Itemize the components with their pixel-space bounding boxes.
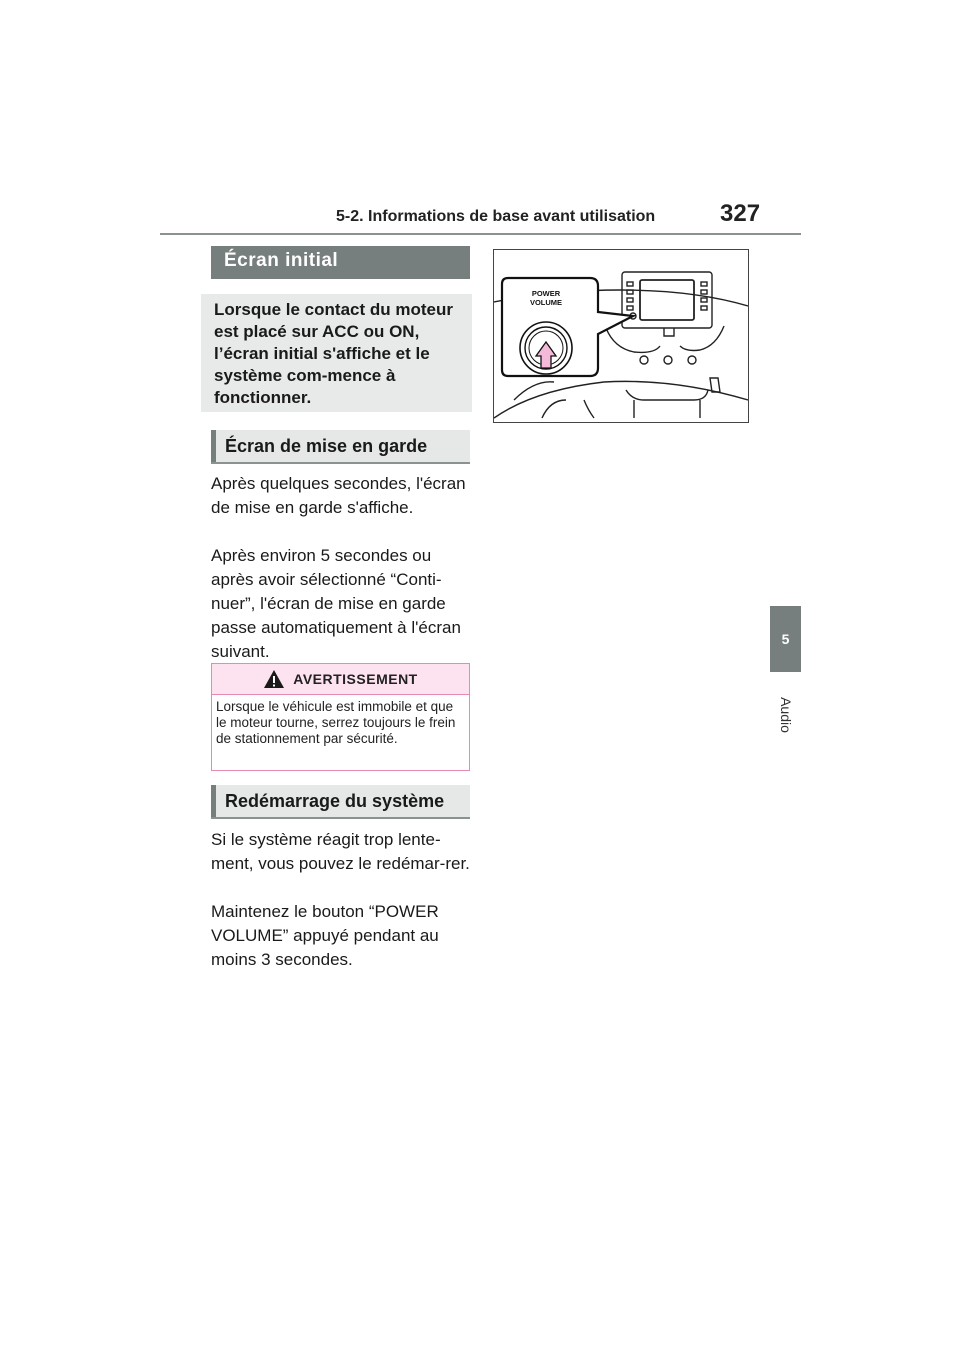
paragraph: Maintenez le bouton “POWER VOLUME” appuyé pendant au moins 3 secondes. xyxy=(211,902,439,969)
subsection-heading-warning-screen: Écran de mise en garde xyxy=(211,430,470,464)
chapter-label xyxy=(766,690,806,740)
header-rule xyxy=(160,233,801,235)
subsection-heading-restart: Redémarrage du système xyxy=(211,785,470,819)
callout-power-label: POWER xyxy=(531,289,561,298)
dashboard-drawing xyxy=(494,250,748,422)
intro-text: Lorsque le contact du moteur est placé sur ACC ou ON, l’écran initial s'affiche et le système com-mence à fonctionner. xyxy=(214,300,453,407)
intro-box xyxy=(201,294,472,412)
running-header-title: 5-2. Informations de base avant utilisation xyxy=(336,208,656,225)
warning-box xyxy=(211,663,470,771)
chapter-label-text: Audio xyxy=(778,697,794,733)
chapter-tab-number: 5 xyxy=(781,631,790,647)
section-title: Écran initial xyxy=(211,246,470,279)
page-number: 327 xyxy=(720,200,761,227)
warning-text: Lorsque le véhicule est immobile et que le moteur tourne, serrez toujours le frein de stationnement par sécurité. xyxy=(216,699,456,746)
warning-heading: AVERTISSEMENT xyxy=(293,671,418,687)
dashboard-illustration xyxy=(493,249,749,423)
warning-header xyxy=(212,664,469,695)
warning-triangle-icon xyxy=(263,669,285,689)
paragraph: Après environ 5 secondes ou après avoir sélectionné “Conti-nuer”, l'écran de mise en garde passe automatiquement à l'écran suivant. xyxy=(211,546,461,661)
paragraph: Après quelques secondes, l'écran de mise en garde s'affiche. xyxy=(211,474,466,517)
chapter-tab xyxy=(770,606,801,672)
callout-volume-label: VOLUME xyxy=(529,298,563,307)
paragraph: Si le système réagit trop lente-ment, vous pouvez le redémar-rer. xyxy=(211,830,470,873)
